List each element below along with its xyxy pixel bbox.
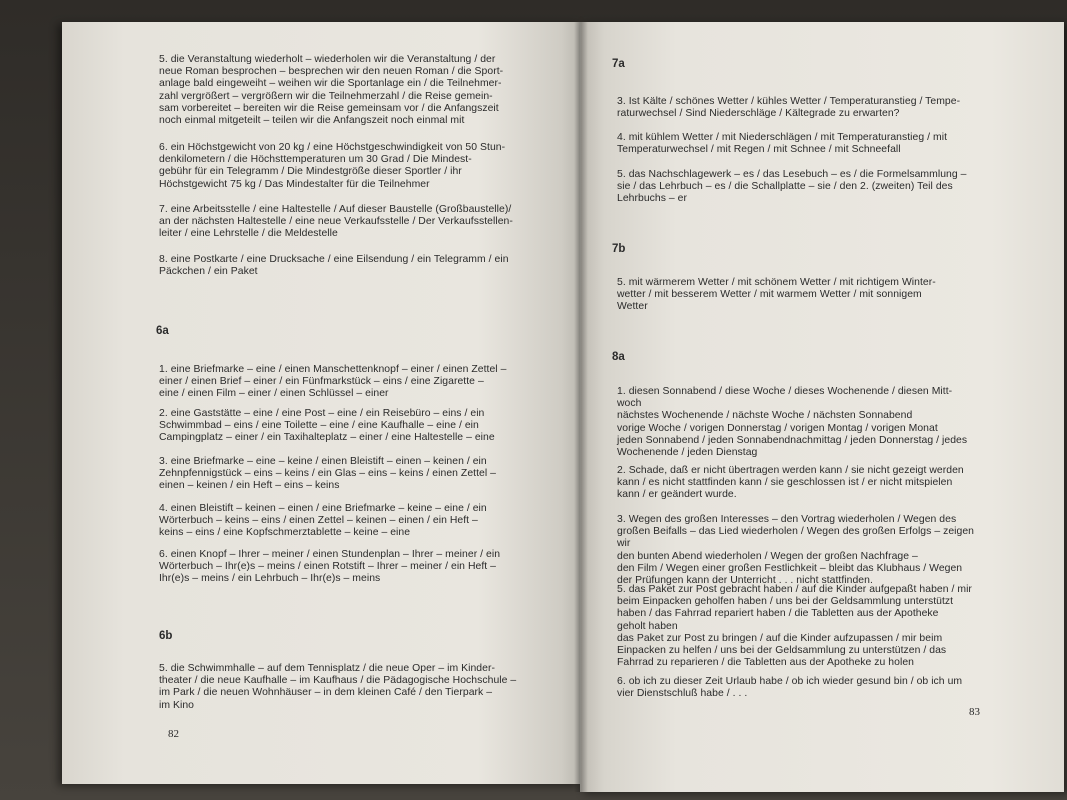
exercise-item: 2. eine Gaststätte – eine / eine Post – eine / ein Reisebüro – eins / ein Schwimmbad – eins / eine Toilette – eine / eine Kaufhalle – eine / ein Campingplatz – einer / ein Taxihalteplatz – einer / eine Haltestelle – eine <box>159 408 495 444</box>
exercise-item: 4. einen Bleistift – keinen – einen / eine Briefmarke – keine – eine / ein Wörterbuch – keins – eins / einen Zettel – keinen – einen / ein Heft – keins – eins / eine Kopfschmerztablette – keine – eine <box>159 503 487 539</box>
exercise-item: 7. eine Arbeitsstelle / eine Haltestelle / Auf dieser Baustelle (Großbaustelle)/ an der nächsten Haltestelle / eine neue Verkaufsstelle / Der Verkaufsstellen- leiter / eine Lehrstelle / die Meldestelle <box>159 204 513 240</box>
exercise-item: 6. einen Knopf – Ihrer – meiner / einen Stundenplan – Ihrer – meiner / ein Wörterbuch – Ihr(e)s – meins / einen Rotstift – Ihrer – meiner / ein Heft – Ihr(e)s – meins / ein Lehrbuch – Ihr(e)s – meins <box>159 549 501 585</box>
exercise-item: 5. das Paket zur Post gebracht haben / auf die Kinder aufgepaßt haben / mir beim Einpacken geholfen haben / uns bei der Geldsammlung unterstützt haben / das Fahrrad repariert haben / die Tabletten aus der Apotheke geholt haben das Paket zur Post zu bringen / auf die Kinder aufzupassen / mir beim Einpacken zu helfen / uns bei der Geldsammlung zu unterstützen / das Fahrrad zu reparieren / die Tabletten aus der Apotheke zu holen <box>617 584 972 669</box>
exercise-item: 1. diesen Sonnabend / diese Woche / dieses Wochenende / diesen Mitt- woch nächstes Wochenende / nächste Woche / nächsten Sonnabend vorige Woche / vorigen Donnerstag / vorigen Montag / vorigen Monat jeden Sonnabend / jeden Sonnabendnachmittag / jeden Donnerstag / jedes Wochenende / jeden Dienstag <box>617 386 968 459</box>
exercise-item: 5. das Nachschlagewerk – es / das Lesebuch – es / die Formelsammlung – sie / das Lehrbuch – es / die Schallplatte – sie / den 2. (zweiten) Teil des Lehrbuchs – er <box>617 169 967 205</box>
exercise-item: 5. die Schwimmhalle – auf dem Tennisplatz / die neue Oper – im Kinder- theater / die neue Kaufhalle – im Kaufhaus / die Pädagogische Hochschule – im Park / die neuen Wohnhäuser – in dem kleinen Café / den Tierpark – im Kino <box>159 663 517 711</box>
exercise-item: 3. Wegen des großen Interesses – den Vortrag wiederholen / Wegen des großen Beifalls – das Lied wiederholen / Wegen des großen Erfolgs – zeigen wir den bunten Abend wiederholen / Wegen der großen Nachfrage – den Film / Wegen einer großen Festlichkeit – bleibt das Klubhaus / Wegen der Prüfungen kann der Unterricht . . . nicht stattfinden. <box>617 514 975 587</box>
exercise-item: 6. ob ich zu dieser Zeit Urlaub habe / ob ich wieder gesund bin / ob ich um vier Dienstschluß habe / . . . <box>617 676 963 700</box>
section-heading: 6b <box>159 630 173 642</box>
exercise-item: 6. ein Höchstgewicht von 20 kg / eine Höchstgeschwindigkeit von 50 Stun- denkilometern / die Höchsttemperaturen um 30 Grad / Die Mindest- gebühr für ein Telegramm / Die Mindestgröße dieser Sportler / ihr Höchstgewicht 75 kg / Das Mindestalter für die Teilnehmer <box>159 142 506 190</box>
exercise-item: 5. die Veranstaltung wiederholt – wiederholen wir die Veranstaltung / der neue Roman besprochen – besprechen wir den neuen Roman / die Sport- anlage bald eingeweiht – weihen wir die Sportanlage ein / die Teilnehmer- zahl vergrößert – vergrößern wir die Teilnehmerzahl / die Reise gemein- sam vorbereitet – bereiten wir die Reise gemeinsam vor / die Anfangszeit noch einmal mitgeteilt – teilen wir die Anfangszeit noch einmal mit <box>159 54 504 127</box>
left-page <box>62 22 582 784</box>
exercise-item: 5. mit wärmerem Wetter / mit schönem Wetter / mit richtigem Winter- wetter / mit besserem Wetter / mit warmem Wetter / mit sonnigem Wetter <box>617 277 936 313</box>
section-heading: 8a <box>612 351 625 363</box>
section-heading: 6a <box>156 325 169 337</box>
book-gutter <box>574 22 588 792</box>
exercise-item: 8. eine Postkarte / eine Drucksache / eine Eilsendung / ein Telegramm / ein Päckchen / ein Paket <box>159 254 509 278</box>
section-heading: 7b <box>612 243 626 255</box>
page-number: 83 <box>969 706 980 718</box>
exercise-item: 3. Ist Kälte / schönes Wetter / kühles Wetter / Temperaturanstieg / Tempe- raturwechsel / Sind Niederschläge / Kältegrade zu erwarten? <box>617 96 961 120</box>
right-page <box>580 22 1064 792</box>
exercise-item: 3. eine Briefmarke – eine – keine / einen Bleistift – einen – keinen / ein Zehnpfennigstück – eins – keins / ein Glas – eins – keins / einen Zettel – einen – keinen / ein Heft – eins – keins <box>159 456 496 492</box>
exercise-item: 4. mit kühlem Wetter / mit Niederschlägen / mit Temperaturanstieg / mit Temperaturwechsel / mit Regen / mit Schnee / mit Schneefall <box>617 132 948 156</box>
page-number: 82 <box>168 728 179 740</box>
section-heading: 7a <box>612 58 625 70</box>
exercise-item: 1. eine Briefmarke – eine / einen Manschettenknopf – einer / einen Zettel – einer / einen Brief – einer / ein Fünfmarkstück – eins / eine Zigarette – eine / einen Film – einer / einen Schlüssel – einer <box>159 364 507 400</box>
exercise-item: 2. Schade, daß er nicht übertragen werden kann / sie nicht gezeigt werden kann / es nicht stattfinden kann / sie geschlossen ist / er nicht mitspielen kann / er geändert wurde. <box>617 465 964 501</box>
